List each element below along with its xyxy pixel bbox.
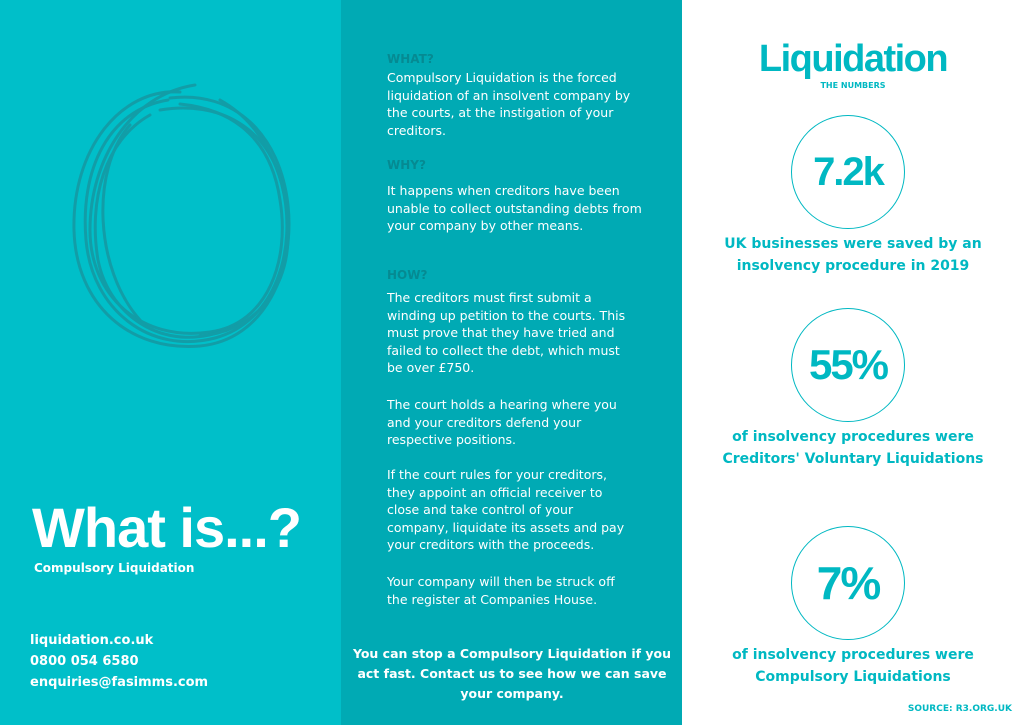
- page-subtitle: Compulsory Liquidation: [34, 561, 195, 575]
- call-to-action: You can stop a Compulsory Liquidation if you act fast. Contact us to see how we can save your company.: [352, 646, 672, 701]
- stat-circle-compulsory: [791, 526, 905, 640]
- how-paragraph-2: The court holds a hearing where you and your creditors defend your respective positions.: [387, 397, 617, 448]
- stat-text-creditors-voluntary: of insolvency procedures were Creditors' Voluntary Liquidations: [722, 429, 984, 467]
- stat-value: 55%: [808, 341, 888, 388]
- how-paragraph-1: The creditors must first submit a winding up petition to the courts. This must prove that they have tried and failed to collect the debt, which must be over £750.: [387, 290, 626, 376]
- how-paragraph-3: If the court rules for your creditors, they appoint an official receiver to close and take control of your company, liquidate its assets and pay your creditors with the proceeds.: [387, 467, 625, 553]
- scribble-circle-decoration: [50, 70, 310, 370]
- how-heading: HOW?: [387, 268, 428, 282]
- why-heading: WHY?: [387, 158, 426, 172]
- stat-text-compulsory: of insolvency procedures were Compulsory Liquidations: [732, 647, 974, 685]
- website-link[interactable]: liquidation.co.uk: [30, 633, 154, 648]
- what-text: Compulsory Liquidation is the forced liquidation of an insolvent company by the courts, at the instigation of your creditors.: [387, 70, 631, 138]
- numbers-title: Liquidation: [758, 38, 948, 80]
- email-link[interactable]: enquiries@fasimms.com: [30, 675, 209, 690]
- phone-link[interactable]: 0800 054 6580: [30, 654, 139, 669]
- source-credit: SOURCE: R3.ORG.UK: [907, 704, 1012, 714]
- what-heading: WHAT?: [387, 52, 434, 66]
- stat-circle-creditors-voluntary: [791, 308, 905, 422]
- how-paragraph-4: Your company will then be struck off the register at Companies House.: [387, 574, 615, 607]
- stat-value: 7%: [816, 557, 880, 609]
- page-title: What is...?: [32, 496, 301, 559]
- contact-block: [30, 630, 208, 693]
- why-text: It happens when creditors have been unable to collect outstanding debts from your company by other means.: [387, 183, 642, 234]
- numbers-subtitle: THE NUMBERS: [820, 81, 886, 90]
- stat-text-businesses-saved: UK businesses were saved by an insolvency procedure in 2019: [724, 236, 982, 274]
- stat-value: 7.2k: [813, 149, 883, 194]
- stat-circle-businesses-saved: [791, 115, 905, 229]
